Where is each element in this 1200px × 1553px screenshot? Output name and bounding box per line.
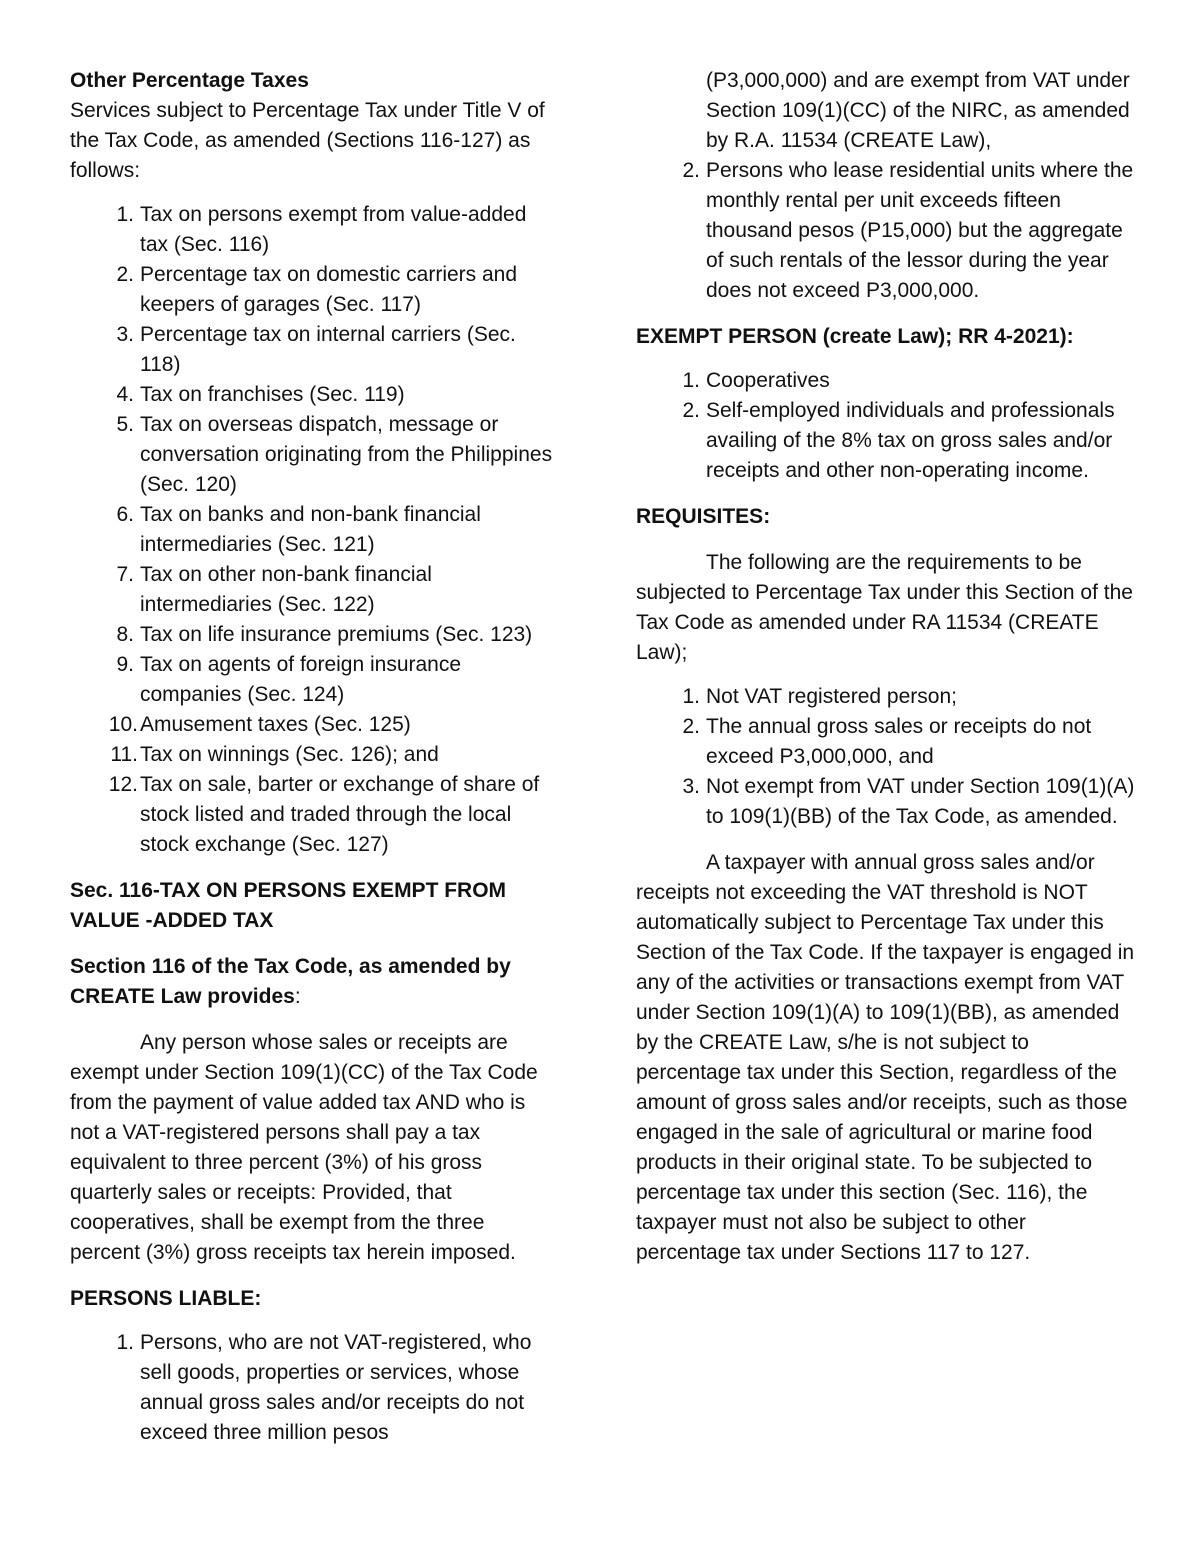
- requisites-intro: The following are the requirements to be subjected to Percentage Tax under this Section of the Tax Code as amended under RA 11534 (CREATE Law);: [636, 551, 1133, 664]
- list-item: [70, 650, 560, 710]
- list-number: 1.: [682, 369, 700, 392]
- list-text: Percentage tax on internal carriers (Sec. 118): [140, 323, 516, 376]
- list-number: 3.: [116, 323, 134, 346]
- list-number: 5.: [116, 413, 134, 436]
- list-item: [636, 156, 1136, 306]
- list-number: 2.: [682, 159, 700, 182]
- provides-heading-text: Section 116 of the Tax Code, as amended by CREATE Law provides: [70, 955, 511, 1008]
- persons-liable-list: [70, 1328, 560, 1448]
- list-item: [636, 396, 1136, 486]
- list-number: 2.: [682, 715, 700, 738]
- list-item: [70, 740, 560, 770]
- list-item: [636, 772, 1136, 832]
- list-item: [70, 560, 560, 620]
- closing-paragraph: A taxpayer with annual gross sales and/or receipts not exceeding the VAT threshold is NOT automatically subject to Percentage Tax under this Section of the Tax Code. If the taxpayer is engaged in any of the activities or transactions exempt from VAT under Section 109(1)(A) to 109(1)(BB), as amended by the CREATE Law, s/he is not subject to percentage tax under this Section, regardless of the amount of gross sales and/or receipts, such as those engaged in the sale of agricultural or marine food products in their original state. To be subjected to percentage tax under this section (Sec. 116), the taxpayer must not also be subject to other percentage tax under Sections 117 to 127.: [636, 851, 1135, 1264]
- list-item: [70, 410, 560, 500]
- list-text: Tax on other non-bank financial intermediaries (Sec. 122): [140, 563, 432, 616]
- list-item: [70, 500, 560, 560]
- provides-heading: [70, 952, 560, 1012]
- list-text: Persons, who are not VAT-registered, who sell goods, properties or services, whose annual gross sales and/or receipts do not exceed three million pesos: [140, 1331, 532, 1444]
- list-text: Percentage tax on domestic carriers and keepers of garages (Sec. 117): [140, 263, 518, 316]
- list-item: [636, 682, 1136, 712]
- list-item: [70, 260, 560, 320]
- list-number: 4.: [116, 383, 134, 406]
- list-item: [636, 366, 1136, 396]
- list-text: Tax on life insurance premiums (Sec. 123): [140, 623, 533, 646]
- list-number: 6.: [116, 503, 134, 526]
- provides-body: Any person whose sales or receipts are exempt under Section 109(1)(CC) of the Tax Code from the payment of value added tax AND who is not a VAT-registered persons shall pay a tax equivalent to three percent (3%) of his gross quarterly sales or receipts: Provided, that cooperatives, shall be exempt from the three percent (3%) gross receipts tax herein imposed.: [70, 1031, 538, 1264]
- sec116-heading: Sec. 116-TAX ON PERSONS EXEMPT FROM VALUE -ADDED TAX: [70, 879, 507, 932]
- list-item: [70, 380, 560, 410]
- list-number: 9.: [116, 653, 134, 676]
- list-number-blank: [636, 66, 706, 156]
- list-text: Tax on overseas dispatch, message or conversation originating from the Philippines (Sec. 120): [140, 413, 553, 496]
- list-item: [70, 1328, 560, 1448]
- list-text: Not exempt from VAT under Section 109(1)(A) to 109(1)(BB) of the Tax Code, as amended.: [706, 775, 1135, 828]
- left-column: [70, 66, 560, 1462]
- list-number: 11.: [110, 743, 138, 766]
- list-item: [70, 320, 560, 380]
- page-title: Other Percentage Taxes: [70, 69, 309, 92]
- list-text: Tax on persons exempt from value-added tax (Sec. 116): [140, 203, 527, 256]
- list-item: [70, 620, 560, 650]
- list-number: 10.: [108, 713, 138, 736]
- list-text: Cooperatives: [706, 369, 830, 392]
- list-text: Amusement taxes (Sec. 125): [140, 713, 411, 736]
- list-item: [70, 200, 560, 260]
- list-number: 2.: [682, 399, 700, 422]
- persons-liable-list-continued: [636, 66, 1136, 306]
- list-number: 12.: [108, 773, 138, 796]
- requisites-list: [636, 682, 1136, 832]
- list-text: Tax on franchises (Sec. 119): [140, 383, 405, 406]
- list-text: (P3,000,000) and are exempt from VAT under Section 109(1)(CC) of the NIRC, as amended by R.A. 11534 (CREATE Law),: [706, 69, 1130, 152]
- list-number: 3.: [682, 775, 700, 798]
- list-number: 8.: [116, 623, 134, 646]
- list-item: [636, 66, 1136, 156]
- list-number: 1.: [116, 203, 134, 226]
- list-item: [70, 710, 560, 740]
- persons-liable-heading: PERSONS LIABLE:: [70, 1287, 262, 1310]
- right-column: [636, 66, 1136, 1268]
- exempt-person-list: [636, 366, 1136, 486]
- list-number: 1.: [682, 685, 700, 708]
- list-text: Persons who lease residential units where the monthly rental per unit exceeds fifteen thousand pesos (P15,000) but the aggregate of such rentals of the lessor during the year does not exceed P3,000,000.: [706, 159, 1134, 302]
- percentage-tax-list: [70, 200, 560, 860]
- exempt-person-heading: EXEMPT PERSON (create Law); RR 4-2021):: [636, 325, 1074, 348]
- intro-paragraph: Services subject to Percentage Tax under Title V of the Tax Code, as amended (Sections 116-127) as follows:: [70, 99, 545, 182]
- list-item: [70, 770, 560, 860]
- list-number: 1.: [116, 1331, 134, 1354]
- list-text: The annual gross sales or receipts do not exceed P3,000,000, and: [706, 715, 1092, 768]
- list-text: Tax on agents of foreign insurance companies (Sec. 124): [140, 653, 462, 706]
- list-text: Not VAT registered person;: [706, 685, 957, 708]
- list-text: Self-employed individuals and professionals availing of the 8% tax on gross sales and/or receipts and other non-operating income.: [706, 399, 1115, 482]
- list-text: Tax on banks and non-bank financial intermediaries (Sec. 121): [140, 503, 481, 556]
- list-number: 7.: [116, 563, 134, 586]
- list-text: Tax on winnings (Sec. 126); and: [140, 743, 439, 766]
- list-number: 2.: [116, 263, 134, 286]
- requisites-heading: REQUISITES:: [636, 505, 771, 528]
- list-item: [636, 712, 1136, 772]
- list-text: Tax on sale, barter or exchange of share of stock listed and traded through the local stock exchange (Sec. 127): [140, 773, 540, 856]
- provides-heading-colon: :: [294, 985, 301, 1008]
